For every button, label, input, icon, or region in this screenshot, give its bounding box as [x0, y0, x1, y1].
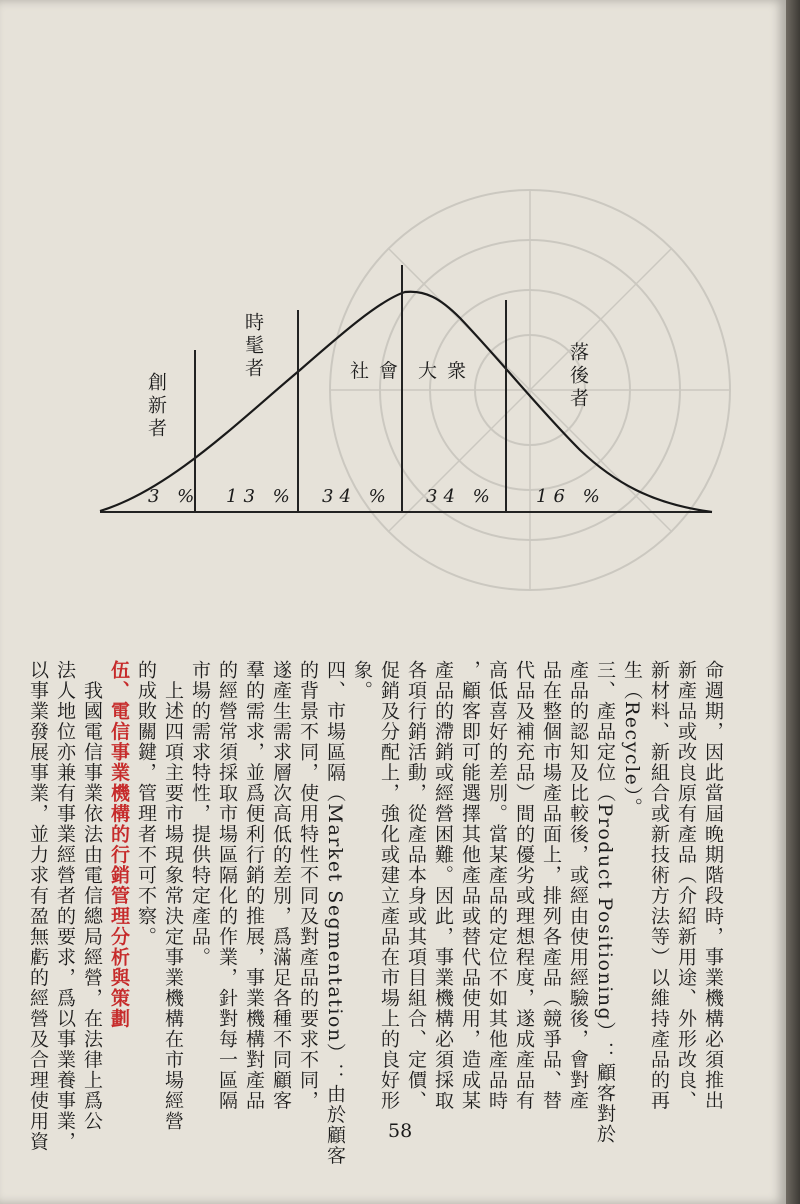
text-column: 產品的滯銷或經營困難。因此，事業機構必須採取: [432, 660, 454, 1111]
text-column: 的成敗關鍵，管理者不可不察。: [135, 660, 157, 947]
text-column: 的背景不同，使用特性不同及對產品的要求不同，: [297, 660, 319, 1111]
text-column: 法人地位亦兼有事業經營者的要求，爲以事業養事業，: [54, 660, 76, 1152]
text-column: 羣的需求，並爲便利行銷的推展，事業機構對產品: [243, 660, 265, 1111]
text-column: 新產品或改良原有產品（介紹新用途、外形改良、: [675, 660, 697, 1111]
pct-label: 13 %: [226, 486, 296, 507]
text-column: 遂產生需求層次高低的差別，爲滿足各種不同顧客: [270, 660, 292, 1111]
adoption-curve-chart: [0, 0, 786, 540]
bell-curve: [100, 292, 712, 512]
text-column: 各項行銷活動，從產品本身或其項目組合、定價、: [405, 660, 427, 1111]
text-column: 市場的需求特性，提供特定產品。: [189, 660, 211, 968]
page-number: 58: [388, 1120, 413, 1142]
label-laggards: 落後者: [567, 342, 589, 411]
text-column: 促銷及分配上，強化或建立產品在市場上的良好形: [378, 660, 400, 1111]
text-column: 命週期，因此當屆晚期階段時，事業機構必須推出: [702, 660, 724, 1111]
section-heading: 伍、電信事業機構的行銷管理分析與策劃: [108, 660, 130, 1029]
label-trendy: 時髦者: [242, 312, 264, 381]
text-column: 生（Recycle）。: [621, 660, 643, 818]
text-column: 三、產品定位（Product Positioning）：顧客對於: [594, 660, 616, 1145]
label-innovators: 創新者: [145, 372, 167, 441]
label-masses: 大衆: [418, 360, 477, 382]
text-column: 新材料、新組合或新技術方法等）以維持產品的再: [648, 660, 670, 1111]
text-column: 上述四項主要市場現象常決定事業機構在市場經營: [162, 660, 184, 1132]
text-column: 代品及補充品）間的優劣或理想程度，遂成產品有: [513, 660, 535, 1111]
text-column: 我國電信事業依法由電信總局經營，在法律上爲公: [81, 660, 103, 1132]
text-column: 產品的認知及比較後，或經由使用經驗後，會對產: [567, 660, 589, 1111]
pct-label: 34 %: [426, 486, 496, 507]
text-column: 的經營常須採取市場區隔化的作業，針對每一區隔: [216, 660, 238, 1111]
pct-label: 3 %: [148, 486, 201, 507]
text-column: 四、市場區隔（Market Segmentation）：由於顧客: [324, 660, 346, 1166]
text-column: 象。: [351, 660, 373, 701]
pct-label: 34 %: [322, 486, 392, 507]
text-column: 高低喜好的差別。當某產品的定位不如其他產品時: [486, 660, 508, 1111]
label-society: 社會: [350, 360, 409, 382]
text-column: 品在整個市場產品面上，排列各產品（競爭品、替: [540, 660, 562, 1111]
text-column: 以事業發展事業，並力求有盈無虧的經營及合理使用資: [27, 660, 49, 1152]
book-edge: [786, 0, 800, 1204]
pct-label: 16 %: [536, 486, 606, 507]
text-column: ，顧客即可能選擇其他產品或替代品使用，造成某: [459, 660, 481, 1111]
